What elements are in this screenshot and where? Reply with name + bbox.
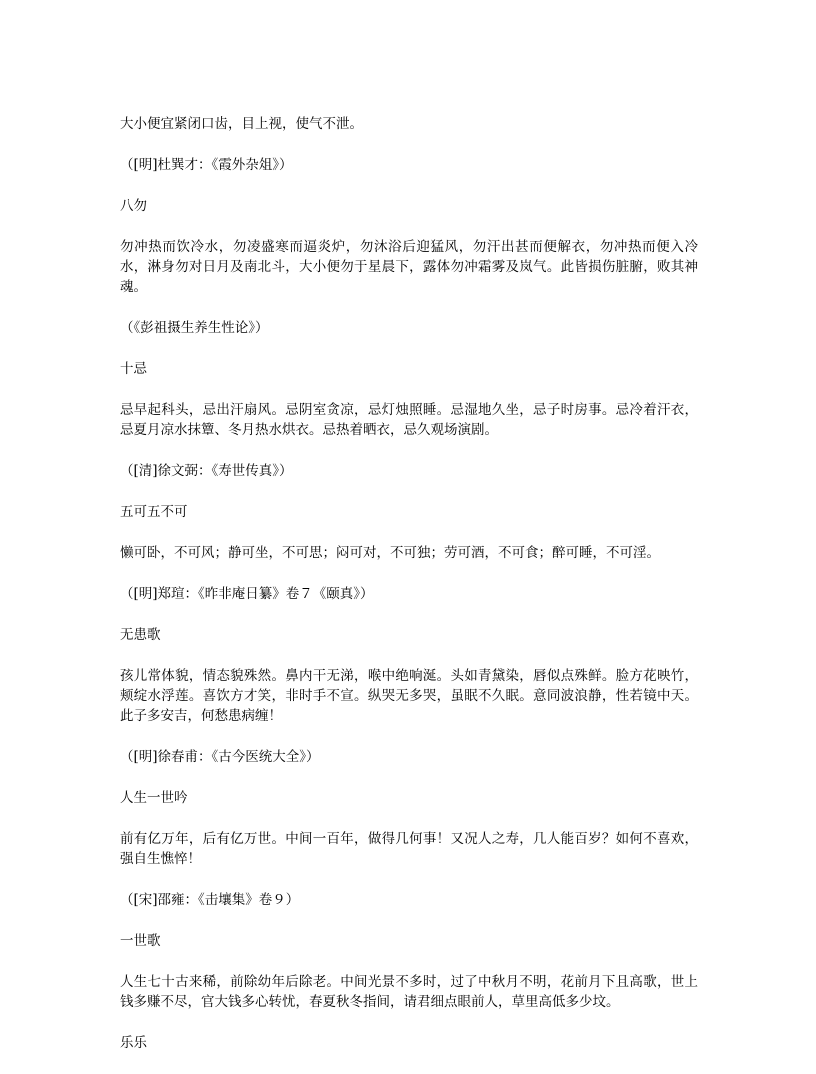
source-citation: （[清]徐文弼：《寿世传真》） xyxy=(120,463,293,479)
source-citation: （《彭祖摄生养生性论》） xyxy=(120,320,269,336)
body-paragraph: 大小便宜紧闭口齿，目上视，使气不泄。 xyxy=(120,116,363,132)
body-paragraph: 人生七十古来稀，前除幼年后除老。中间光景不多时，过了中秋月不明，花前月下且高歌，世上钱多赚不尽，官大钱多心转忧，春夏秋冬指间，请君细点眼前人，草里高低多少坟。 xyxy=(120,974,698,1010)
body-paragraph: 忌早起科头，忌出汗扇风。忌阴室贪凉，忌灯烛照睡。忌湿地久坐，忌子时房事。忌冷着汗衣，忌夏月凉水抹簟、冬月热水烘衣。忌热着晒衣，忌久观场演剧。 xyxy=(120,402,698,438)
source-citation: （[宋]邵雍：《击壤集》卷９） xyxy=(120,892,300,908)
body-paragraph: 懒可卧，不可风；静可坐，不可思；闷可对，不可独；劳可酒，不可食；醉可睡，不可淫。 xyxy=(120,545,660,561)
section-heading: 乐乐 xyxy=(120,1035,147,1051)
section-heading: 十忌 xyxy=(120,361,147,377)
body-paragraph: 孩儿常体貌，情态貌殊然。鼻内干无涕，喉中绝响涎。头如青黛染，唇似点殊鲜。脸方花映竹，颊绽水浮莲。喜饮方才笑，非时手不宣。纵哭无多哭，虽眠不久眠。意同波浪静，性若镜中天。此子多安吉，何愁患病缠！ xyxy=(120,668,698,724)
source-citation: （[明]徐春甫：《古今医统大全》） xyxy=(120,749,320,765)
section-heading: 五可五不可 xyxy=(120,504,188,520)
section-heading: 人生一世吟 xyxy=(120,790,188,806)
section-heading: 一世歌 xyxy=(120,933,161,949)
source-citation: （[明]郑瑄：《昨非庵日纂》卷７《颐真》） xyxy=(120,586,374,602)
document-page xyxy=(120,114,698,1074)
source-citation: （[明]杜巽才：《霞外杂俎》） xyxy=(120,157,293,173)
section-heading: 无患歌 xyxy=(120,627,161,643)
body-paragraph: 勿冲热而饮冷水，勿凌盛寒而逼炎炉，勿沐浴后迎猛风，勿汗出甚而便解衣，勿冲热而便入冷水，淋身勿对日月及南北斗，大小便勿于星晨下，露体勿冲霜雾及岚气。此皆损伤脏腑，败其神魂。 xyxy=(120,239,698,295)
section-heading: 八勿 xyxy=(120,198,147,214)
body-paragraph: 前有亿万年，后有亿万世。中间一百年，做得几何事！又况人之寿，几人能百岁？如何不喜欢，强自生憔悴！ xyxy=(120,831,698,867)
